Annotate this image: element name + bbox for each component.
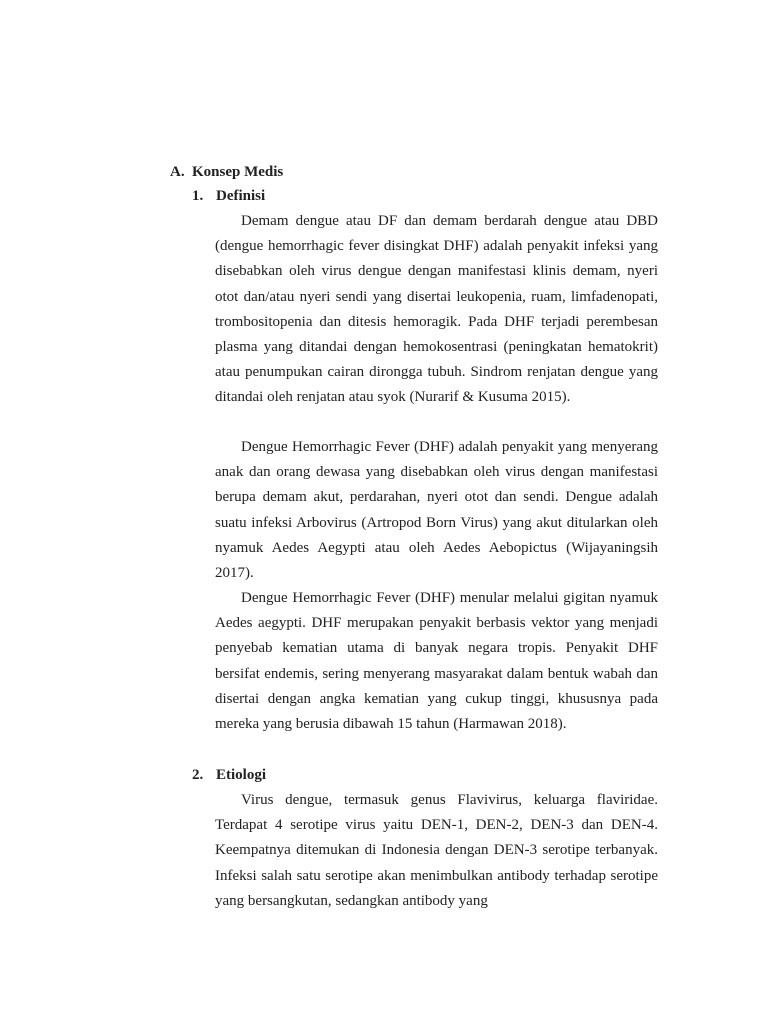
subsection-title: Definisi (216, 188, 266, 204)
section-number: A. (170, 164, 185, 180)
subsection-number: 2. (192, 767, 204, 783)
subsection-heading-definisi (192, 184, 265, 209)
etiologi-paragraph-1: Virus dengue, termasuk genus Flavivirus, keluarga flaviridae. Terdapat 4 serotipe virus yaitu DEN-1, DEN-2, DEN-3 dan DEN-4. Keempatnya ditemukan di Indonesia dengan DEN-3 serotipe terbanyak. Infeksi salah satu serotipe akan menimbulkan antibody terhadap serotipe yang bersangkutan, sedangkan antibody yang (215, 792, 658, 909)
section-title: Konsep Medis (192, 164, 284, 180)
subsection-heading-etiologi (192, 763, 266, 788)
definisi-paragraph-2: Dengue Hemorrhagic Fever (DHF) adalah penyakit yang menyerang anak dan orang dewasa yang disebabkan oleh virus dengan manifestasi berupa demam akut, perdarahan, nyeri otot dan sendi. Dengue adalah suatu infeksi Arbovirus (Artropod Born Virus) yang akut ditularkan oleh nyamuk Aedes Aegypti atau oleh Aedes Aebopictus (Wijayaningsih 2017). (215, 439, 658, 582)
subsection-number: 1. (192, 188, 204, 204)
section-heading (170, 160, 283, 185)
subsection-title: Etiologi (216, 767, 267, 783)
definisi-paragraph-1: Demam dengue atau DF dan demam berdarah dengue atau DBD (dengue hemorrhagic fever disingkat DHF) adalah penyakit infeksi yang disebabkan oleh virus dengue dengan manifestasi klinis demam, nyeri otot dan/atau nyeri sendi yang disertai leukopenia, ruam, limfadenopati, trombositopenia dan ditesis hemoragik. Pada DHF terjadi perembesan plasma yang ditandai dengan hemokosentrasi (peningkatan hematokrit) atau penumpukan cairan dirongga tubuh. Sindrom renjatan dengue yang ditandai oleh renjatan atau syok (Nurarif & Kusuma 2015). (215, 213, 658, 406)
definisi-paragraph-3: Dengue Hemorrhagic Fever (DHF) menular melalui gigitan nyamuk Aedes aegypti. DHF merupakan penyakit berbasis vektor yang menjadi penyebab kematian utama di banyak negara tropis. Penyakit DHF bersifat endemis, sering menyerang masyarakat dalam bentuk wabah dan disertai dengan angka kematian yang cukup tinggi, khususnya pada mereka yang berusia dibawah 15 tahun (Harmawan 2018). (215, 590, 658, 733)
